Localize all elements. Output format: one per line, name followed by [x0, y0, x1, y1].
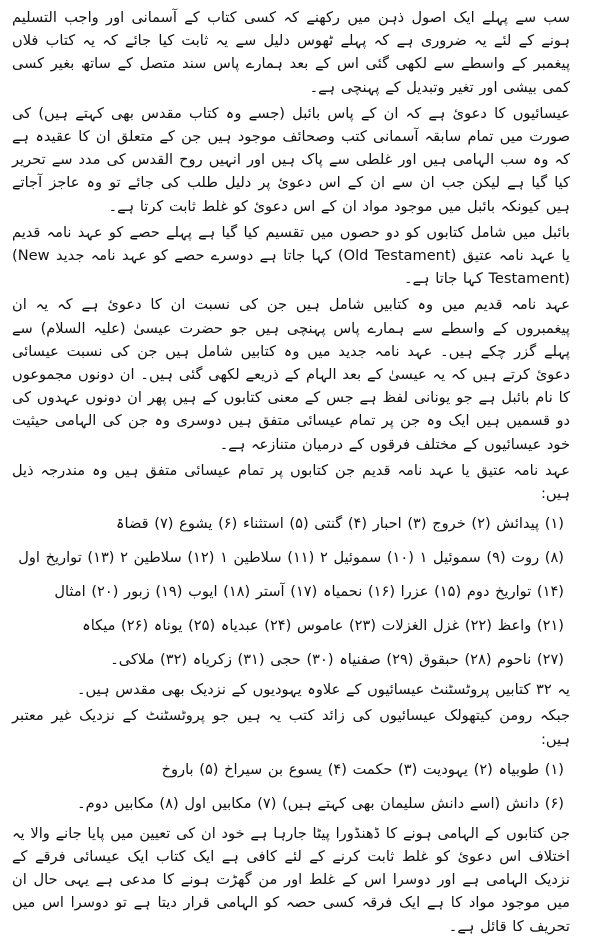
catholic-book-list [12, 754, 570, 819]
division-connector: کہا جاتا ہے دوسرے حصے کو عہد نامہ جدید [55, 247, 332, 265]
division-end: کہا جاتا ہے۔ [403, 270, 483, 288]
old-testament-term: (Old Testament) [337, 247, 457, 265]
old-testament-book-list [12, 508, 570, 675]
book-list-row: (۱۴) تواریخ دوم (۱۵) عزرا (۱۶) نحمیاہ (۱۷) آستر (۱۸) ایوب (۱۹) زبور (۲۰) امثال [54, 583, 564, 601]
paragraph-testaments-explained: عہد نامہ قدیم میں وہ کتابیں شامل ہیں جن کی نسبت ان کا دعوئ ہے کہ یہ ان پیغمبروں کے واسطے سے ہمارے پاس پہنچی ہیں جو حضرت عیسیٰ (علیہ السلام) سے پہلے گزر چکے ہیں۔ عہد نامہ جدید میں وہ کتابیں شامل ہیں جن کی نسبت عیسائی دعوئ کرتے ہیں کہ یہ عیسیٰ کے بعد الہام کے ذریعے لکھی گئی ہیں۔ ان دونوں مجموعوں کا نام بائبل ہے جو یونانی لفظ ہے جس کے معنی کتابوں کے ہیں پھر ان دونوں عہدوں کی دو قسمیں ہیں ایک وہ جن پر تمام عیسائی متفق ہیں دوسری وہ جن کی الہامی حیثیت خود عیسائیوں کے مختلف فرقوں کے درمیان متنازعہ ہے۔ [12, 296, 570, 453]
paragraph-protestant-note: یہ ۳۲ کتابیں پروٹسٹنٹ عیسائیوں کے علاوہ یہودیوں کے نزدیک بھی مقدس ہیں۔ [77, 681, 570, 699]
paragraph-christian-claim: عیسائیوں کا دعوئ ہے کہ ان کے پاس بائبل (جسے وہ کتاب مقدس بھی کہتے ہیں) کی صورت میں تمام سابقہ آسمانی کتب وصحائف موجود ہیں جن کے متعلق ان کا عقیدہ ہے کہ وہ سب الہامی ہیں اور غلطی سے پاک ہیں اور انہیں روح القدس کی مدد سے تحریر کیا گیا ہے لیکن جب ان سے ان کے اس دعوئ پر دلیل طلب کی جائے تو وہ عاجز آجاتے ہیں کیونکہ بائبل میں موجود مواد ان کے اس دعوئ کو غلط ثابت کرتا ہے۔ [12, 104, 570, 215]
paragraph-principle: سب سے پہلے ایک اصول ذہن میں رکھنے کہ کسی کتاب کے آسمانی اور واجب التسلیم ہونے کے لئے یہ ضروری ہے کہ پہلے ٹھوس دلیل سے یہ ثابت کیا جائے کہ یہ کتاب فلاں پیغمبر کے واسطے سے لکھی گئی اس کے بعد ہمارے پاس سند متصل کے ساتھ بغیر کسی کمی بیشی اور تغیر وتبدیل کے پہنچی ہے۔ [12, 9, 570, 96]
paragraph-conclusion: جن کتابوں کے الہامی ہونے کا ڈھنڈورا پیٹا جارہا ہے خود ان کی تعیین میں پایا جانے والا یہ اختلاف اس دعوئ کو غلط ثابت کرنے کے لئے کافی ہے ایک کتاب ایک عیسائی فرقے کے نزدیک الہامی ہے اور دوسرا اس کے غلط اور من گھڑت ہونے کا مدعی ہے یہی حال ان میں موجود مواد کا ہے ایک فرقہ کسی حصہ کو الہامی قرار دیتا ہے تو دوسرا اس میں تحریف کا قائل ہے۔ [12, 824, 570, 935]
division-text: بائبل میں شامل کتابوں کو دو حصوں میں تقسیم کیا گیا ہے پہلے حصے کو عہد نامہ قدیم یا عہد نامہ عتیق [12, 223, 570, 265]
book-list-row: (۱) پیدائش (۲) خروج (۳) احبار (۴) گنتی (۵) استثناء (۶) یشوع (۷) قضاۃ [115, 515, 564, 533]
paragraph-catholic-intro: جبکہ رومن کیتھولک عیسائیوں کی زائد کتب یہ ہیں جو پروٹسٹنٹ کے نزدیک غیر معتبر ہیں: [12, 707, 570, 748]
book-list-row: (۱) طوبیاہ (۲) یہودیت (۳) حکمت (۴) یسوع بن سیراخ (۵) باروخ [161, 760, 564, 778]
book-list-row: (۶) دانش (اسے دانش سلیمان بھی کہتے ہیں) (۷) مکابیں اول (۸) مکابیں دوم۔ [77, 794, 564, 812]
book-list-row: (۸) روت (۹) سموئیل ۱ (۱۰) سموئیل ۲ (۱۱) سلاطین ۱ (۱۲) سلاطین ۲ (۱۳) تواریخ اول [18, 549, 564, 567]
paragraph-old-testament-intro: عہد نامہ عتیق یا عہد نامہ قدیم جن کتابوں پر تمام عیسائی متفق ہیں وہ مندرجہ ذیل ہیں: [12, 461, 570, 503]
paragraph-bible-division [12, 221, 570, 291]
book-list-row: (۲۷) ناحوم (۲۸) حبقوق (۲۹) صفنیاہ (۳۰) حجی (۳۱) زکریاہ (۳۲) ملاکی۔ [110, 651, 564, 669]
book-list-row: (۲۱) واعظ (۲۲) غزل الغزلات (۲۳) عاموس (۲۴) عبدیاہ (۲۵) یوناہ (۲۶) میکاہ [82, 617, 564, 635]
new-testament-term: (New Testament) [12, 247, 570, 288]
